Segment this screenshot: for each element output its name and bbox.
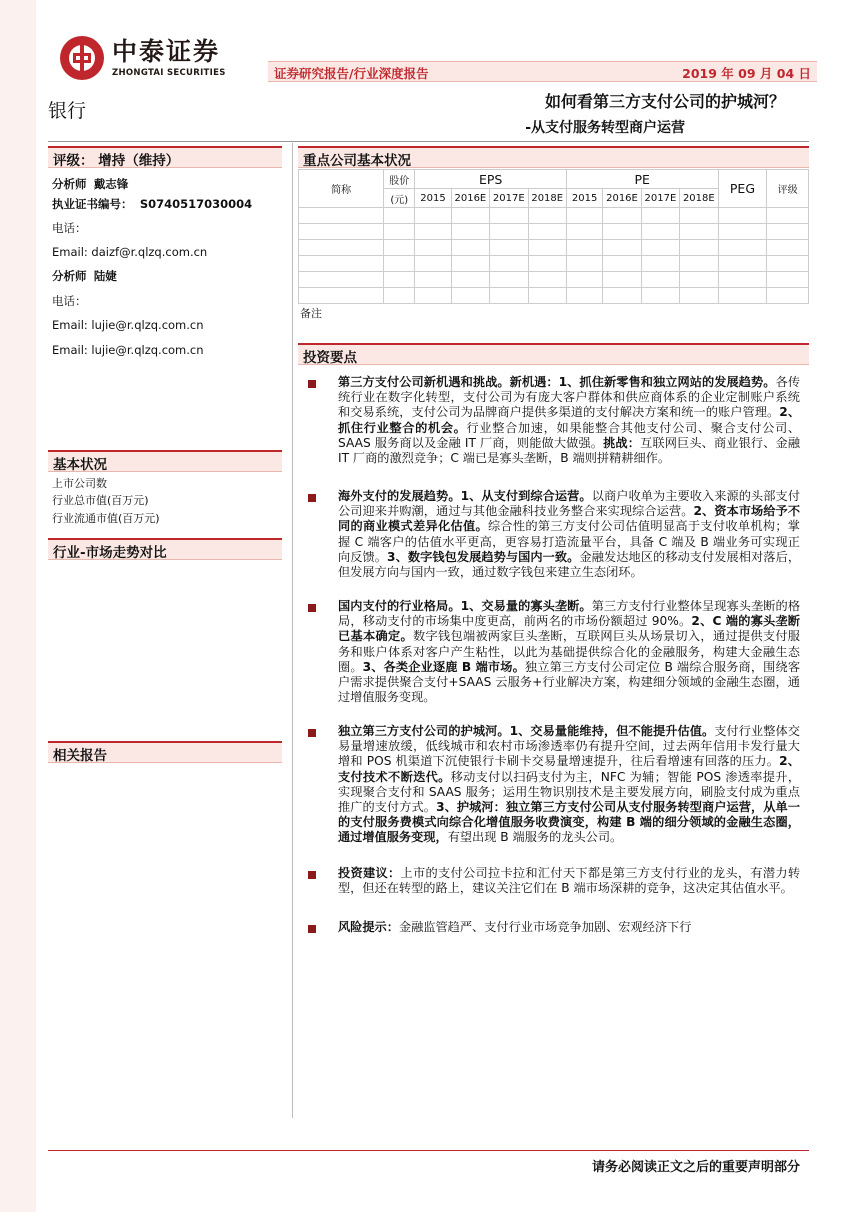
bullet-icon: [308, 380, 316, 388]
bullet-icon: [308, 494, 316, 502]
report-date: 2019 年 09 月 04 日: [682, 66, 811, 81]
industry-label: 银行: [48, 100, 87, 122]
table-row: [299, 256, 809, 272]
table-row: [299, 272, 809, 288]
cert-number: 执业证书编号： S0740517030004: [52, 197, 253, 211]
bullet-icon: [308, 604, 316, 612]
email3[interactable]: Email: lujie@r.qlzq.com.cn: [52, 343, 204, 357]
bullet-icon: [308, 925, 316, 933]
market-trend-header: 行业-市场走势对比: [48, 538, 282, 560]
point-investment-advice: 投资建议：上市的支付公司拉卡拉和汇付天下都是第三方支付行业的龙头，有潜力转型，但还在转型的路上，建议关注它们在 B 端市场深耕的竞争，这决定其估值水平。: [338, 866, 801, 896]
bullet-icon: [308, 871, 316, 879]
bottom-divider: [48, 1150, 809, 1151]
left-margin-strip: [0, 0, 36, 1212]
point-risk-warning: 风险提示：金融监管趋严、支付行业市场竞争加剧、宏观经济下行: [338, 920, 692, 934]
table-row: [299, 240, 809, 256]
logo-chinese-name: 中泰证券: [112, 37, 221, 66]
basic-status-header: 基本状况: [48, 450, 282, 472]
email2[interactable]: Email: lujie@r.qlzq.com.cn: [52, 318, 204, 332]
report-subtitle: -从支付服务转型商户运营: [525, 120, 685, 136]
basic-item-total-cap: 行业总市值(百万元): [52, 494, 149, 507]
analyst1-name: 戴志锋: [93, 177, 129, 191]
col-eps: EPS: [415, 170, 567, 189]
report-header-bar: [268, 61, 817, 82]
rating-text: 评级： 增持（维持）: [53, 153, 180, 169]
basic-item-float-cap: 行业流通市值(百万元): [52, 512, 160, 525]
col-pe: PE: [566, 170, 718, 189]
table-row: [299, 224, 809, 240]
column-separator: [292, 143, 293, 1118]
phone2: 电话：: [52, 294, 87, 308]
top-divider: [48, 141, 809, 142]
key-companies-table: [298, 169, 809, 304]
table-header-row: [299, 170, 809, 189]
point-domestic-landscape: 国内支付的行业格局。1、交易量的寡头垄断。第三方支付行业整体呈现寡头垄断的格局，移动支付的市场集中度更高，前两名的市场份额超过 90%。2、C 端的寡头垄断已基本确定。数字钱包端被两家巨头垄断，互联网巨头从场景切入，通过提供支付服务和账户体系对客户产生粘性，以此为基础提供综合化的金融服务，构建大金融生态圈。3、各类企业逐鹿 B 端市场。独立第三方支付公司定位 B 端综合服务商，围绕客户需求提供聚合支付+SAAS 云服务+行业解决方案，构建细分领域的金融生态圈，通过增值服务变现。: [338, 599, 801, 705]
table-row: [299, 208, 809, 224]
logo-mark-icon: [60, 36, 104, 80]
logo-english-name: ZHONGTAI SECURITIES: [112, 68, 226, 78]
related-reports-header: 相关报告: [48, 741, 282, 763]
table-note: 备注: [300, 307, 322, 320]
report-title: 如何看第三方支付公司的护城河？: [544, 92, 785, 111]
footer-disclaimer: 请务必阅读正文之后的重要声明部分: [591, 1160, 800, 1175]
company-logo: [60, 36, 250, 84]
phone1: 电话：: [52, 221, 87, 235]
rating-header: [48, 146, 282, 168]
col-peg: PEG: [718, 170, 767, 208]
key-companies-header: 重点公司基本状况: [298, 146, 809, 168]
col-name: 简称: [299, 170, 384, 208]
table-row: [299, 288, 809, 304]
col-rating: 评级: [767, 170, 809, 208]
basic-item-listed: 上市公司数: [52, 477, 107, 490]
table-year-row: (元) 2015 2016E 2017E 2018E 2015 2016E 2017E 2018E: [299, 189, 809, 208]
report-type: 证券研究报告/行业深度报告: [274, 66, 429, 81]
analyst1: 分析师 戴志锋: [52, 177, 129, 191]
investment-points-header: 投资要点: [298, 343, 809, 365]
analyst2: 分析师 陆婕: [52, 269, 117, 283]
col-price: 股价: [384, 170, 415, 189]
email1[interactable]: Email: daizf@r.qlzq.com.cn: [52, 245, 208, 259]
point-moat: 独立第三方支付公司的护城河。1、交易量能维持，但不能提升估值。支付行业整体交易量增速放缓，低线城市和农村市场渗透率仍有提升空间，过去两年信用卡发行量大增和 POS 机渠道下沉使银行卡刷卡交易量增速提升，往后看增速有回落的压力。2、支付技术不断迭代。移动支付以扫码支付为主，NFC 为辅；智能 POS 渗透率提升，实现聚合支付和 SAAS 服务；运用生物识别技术是主要发展方向，刷脸支付成为重点推广的支付方式。3、护城河：独立第三方支付公司从支付服务转型商户运营，从单一的支付服务费模式向综合化增值服务收费演变，构建 B 端的细分领域的金融生态圈，通过增值服务变现，有望出现 B 端服务的龙头公司。: [338, 724, 801, 845]
bullet-icon: [308, 729, 316, 737]
point-overseas-trends: 海外支付的发展趋势。1、从支付到综合运营。以商户收单为主要收入来源的头部支付公司迎来并购潮，通过与其他金融科技业务整合来实现综合运营。2、资本市场给予不同的商业模式差异化估值。综合性的第三方支付公司估值明显高于支付收单机构；掌握 C 端客户的估值水平更高，更容易打造流量平台，具备 C 端及 B 端业务可实现正向反馈。3、数字钱包发展趋势与国内一致。金融发达地区的移动支付发展相对落后，但发展方向与国内一致，通过数字钱包来建立生态闭环。: [338, 489, 801, 580]
analyst2-name: 陆婕: [93, 269, 117, 283]
point-new-opportunities: 第三方支付公司新机遇和挑战。新机遇：1、抓住新零售和独立网站的发展趋势。各传统行业在数字化转型，支付公司为有庞大客户群体和供应商体系的企业定制账户系统和交易系统，支付公司为品牌商户提供多渠道的支付解决方案和统一的账户管理。2、抓住行业整合的机会。行业整合加速，如果能整合其他支付公司、聚合支付公司、SAAS 服务商以及金融 IT 厂商，则能做大做强。挑战：互联网巨头、商业银行、金融 IT 厂商的激烈竞争；C 端已是寡头垄断，B 端则拼精耕细作。: [338, 375, 801, 466]
